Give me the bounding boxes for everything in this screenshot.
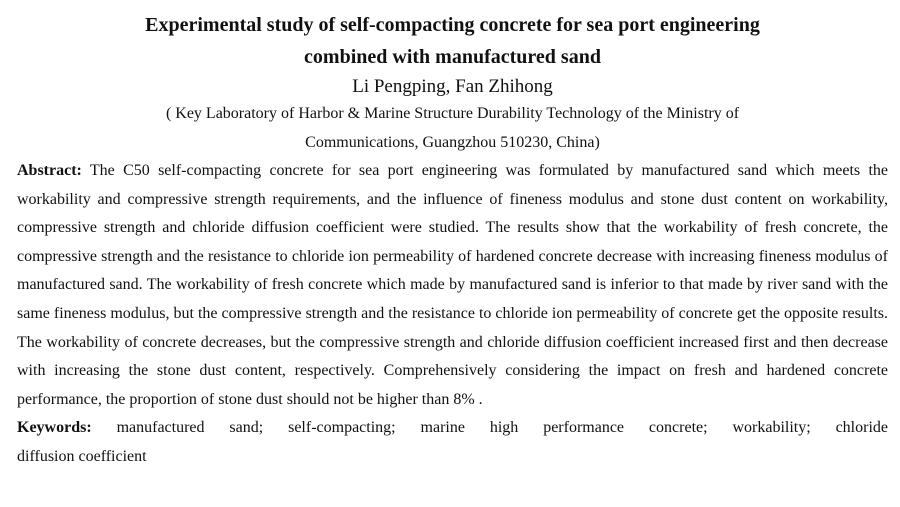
title-line-2: combined with manufactured sand: [304, 46, 601, 68]
abstract-text: The C50 self-compacting concrete for sea port engineering was formulated by manufactured sand which meets the workability and compressive strength requirements, and the influence of fineness modulus and stone dust content on workability, compressive strength and chloride diffusion coefficient were studied. The results show that the workability of fresh concrete, the compressive strength and the resistance to chloride ion permeability of hardened concrete decrease with increasing fineness modulus of manufactured sand. The workability of fresh concrete which made by manufactured sand is inferior to that made by river sand with the same fineness modulus, but the compressive strength and the resistance to chloride ion permeability of concrete get the opposite results. The workability of concrete decreases, but the compressive strength and chloride diffusion coefficient increased first and then decrease with increasing the stone dust content, respectively. Comprehensively considering the impact on fresh and hardened concrete performance, the proportion of stone dust should not be higher than 8% .: [17, 162, 888, 408]
abstract: [17, 157, 888, 414]
abstract-label: Abstract:: [17, 162, 82, 179]
keywords-label: Keywords:: [17, 419, 92, 437]
keywords-text-line-2: diffusion coefficient: [17, 447, 147, 465]
paper-title: [17, 9, 888, 73]
keywords-text-line-1: manufactured sand; self-compacting; marine high performance concrete; workability; chloride: [116, 419, 889, 437]
title-line-1: Experimental study of self-compacting concrete for sea port engineering: [145, 14, 760, 36]
author-list: Li Pengping, Fan Zhihong: [352, 76, 553, 97]
keywords: [17, 414, 888, 443]
affiliation: ( Key Laboratory of Harbor & Marine Structure Durability Technology of the Ministry of Communications, Guangzhou 510230, China): [165, 105, 740, 151]
